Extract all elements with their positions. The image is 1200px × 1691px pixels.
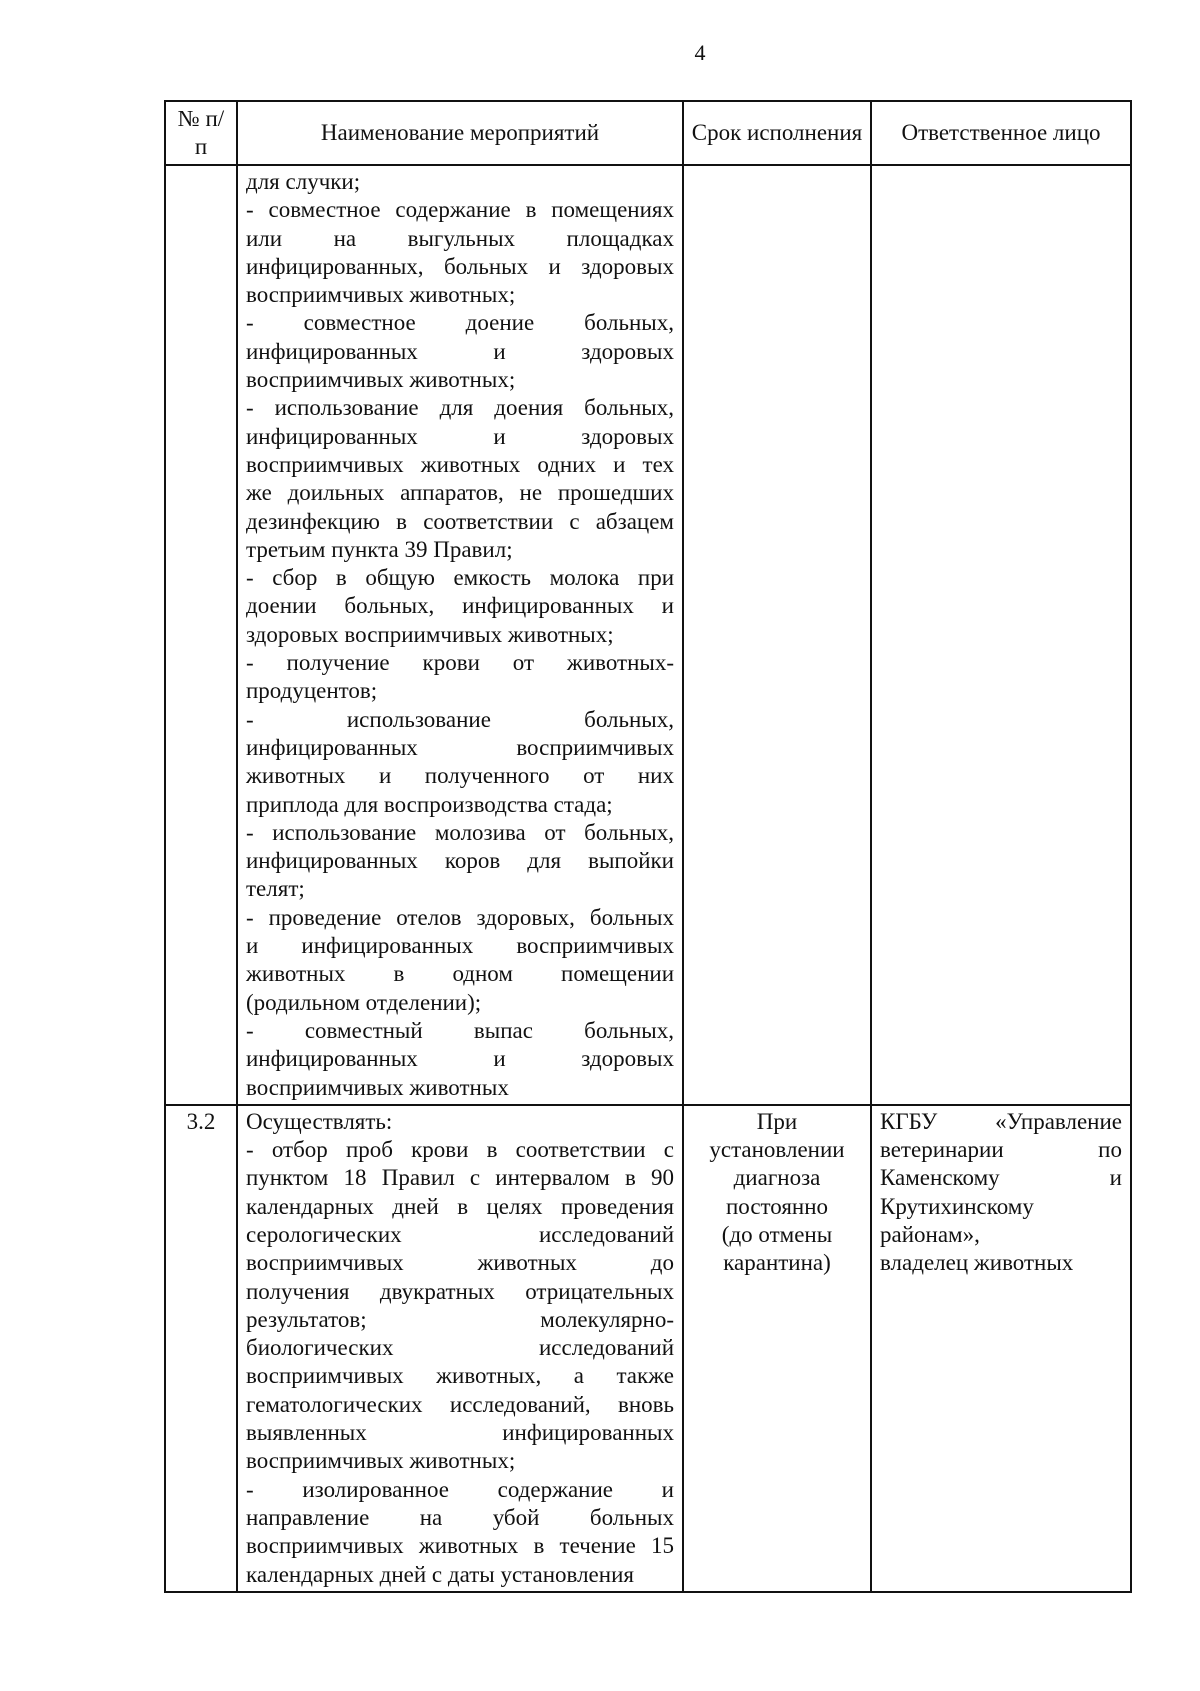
cell-text-line: карантина)	[723, 1250, 831, 1276]
cell-text-line: и инфицированных восприимчивых	[246, 933, 674, 959]
table-header-row	[165, 101, 1131, 165]
cell-text-line: доении больных, инфицированных и	[246, 593, 674, 619]
cell-text-line: восприимчивых животных;	[246, 1448, 516, 1474]
header-responsible-label: Ответственное лицо	[901, 120, 1101, 145]
cell-text-line: выявленных инфицированных	[246, 1420, 674, 1446]
cell-text-line: восприимчивых животных одних и тех	[246, 451, 674, 477]
cell-text-line: для случки;	[246, 169, 361, 194]
cell-text-line: календарных дней с даты установления	[246, 1561, 634, 1587]
cell-text-line: дезинфекцию в соответствии с абзацем	[246, 508, 674, 534]
header-term	[683, 101, 871, 165]
cell-text-line: восприимчивых животных в течение 15	[246, 1533, 674, 1559]
cell-text-line: Каменскому и	[880, 1165, 1122, 1191]
cell-text-line: - использование молозива от больных,	[246, 819, 674, 845]
cell-text-line: гематологических исследований, вновь	[246, 1391, 674, 1417]
header-responsible	[871, 101, 1131, 165]
cell-text-line: инфицированных коров для выпойки	[246, 848, 674, 874]
measures-table	[164, 100, 1132, 1593]
cell-text-line: животных и полученного от них	[246, 763, 674, 789]
cell-text-line: - изолированное содержание и	[246, 1476, 674, 1502]
header-num-label: № п/п	[177, 106, 225, 159]
row-term-cell	[683, 165, 871, 1105]
cell-text-line: - получение крови от животных-	[246, 650, 674, 676]
cell-text-line: восприимчивых животных, а также	[246, 1363, 674, 1389]
cell-text-line: же доильных аппаратов, не прошедших	[246, 480, 674, 506]
cell-text-line: результатов; молекулярно-	[246, 1306, 674, 1332]
cell-text-line: пунктом 18 Правил с интервалом в 90	[246, 1165, 674, 1191]
row-num-cell	[165, 165, 237, 1105]
cell-text-line: - использование больных,	[246, 706, 674, 732]
cell-text-line: (родильном отделении);	[246, 989, 482, 1015]
cell-text-line: КГБУ «Управление	[880, 1108, 1122, 1134]
cell-text-line: третьим пункта 39 Правил;	[246, 536, 513, 562]
cell-text-line: восприимчивых животных до	[246, 1250, 674, 1276]
cell-text-line: телят;	[246, 876, 305, 902]
page-number: 4	[694, 40, 706, 65]
cell-text-line: приплода для воспроизводства стада;	[246, 791, 613, 817]
row-num-cell: 3.2	[165, 1105, 237, 1592]
cell-text-line: установлении	[709, 1137, 845, 1163]
row-term-cell	[683, 1105, 871, 1592]
row-responsible-cell	[871, 1105, 1131, 1592]
cell-text-line: инфицированных, больных и здоровых	[246, 253, 674, 279]
cell-text-line: здоровых восприимчивых животных;	[246, 621, 614, 647]
cell-text-line: - проведение отелов здоровых, больных	[246, 904, 674, 930]
cell-text-line: восприимчивых животных;	[246, 367, 516, 393]
row-measures-cell	[237, 165, 683, 1105]
cell-text-line: - сбор в общую емкость молока при	[246, 565, 674, 591]
cell-text-line: или на выгульных площадках	[246, 225, 674, 251]
cell-text-line: инфицированных и здоровых	[246, 1046, 674, 1072]
cell-text-line: - совместное содержание в помещениях	[246, 197, 674, 223]
cell-text-line: диагноза	[733, 1165, 821, 1191]
cell-text-line: При	[756, 1108, 798, 1134]
header-term-label: Срок исполнения	[691, 120, 863, 145]
cell-text-line: инфицированных и здоровых	[246, 338, 674, 364]
table-row	[165, 165, 1131, 1105]
header-num	[165, 101, 237, 165]
cell-text-line: календарных дней в целях проведения	[246, 1193, 674, 1219]
cell-text-line: направление на убой больных	[246, 1504, 674, 1530]
cell-text-line: животных в одном помещении	[246, 961, 674, 987]
cell-text-line: владелец животных	[880, 1250, 1074, 1276]
cell-text-line: ветеринарии по	[880, 1137, 1122, 1163]
cell-text-line: инфицированных и здоровых	[246, 423, 674, 449]
cell-text-line: восприимчивых животных;	[246, 282, 516, 308]
cell-text-line: - использование для доения больных,	[246, 395, 674, 421]
cell-text-line: инфицированных восприимчивых	[246, 734, 674, 760]
cell-text-line: районам»,	[880, 1221, 980, 1247]
cell-text-line: (до отмены	[721, 1221, 833, 1247]
cell-text-line: восприимчивых животных	[246, 1074, 509, 1100]
row-responsible-cell	[871, 165, 1131, 1105]
header-name-label: Наименование мероприятий	[320, 120, 600, 145]
cell-text-line: биологических исследований	[246, 1335, 674, 1361]
cell-text-line: - совместный выпас больных,	[246, 1017, 674, 1043]
cell-text-line: постоянно	[725, 1193, 829, 1219]
cell-text-line: Крутихинскому	[880, 1193, 1034, 1219]
cell-text-line: получения двукратных отрицательных	[246, 1278, 674, 1304]
cell-text-line: продуцентов;	[246, 678, 378, 704]
cell-text-line: Осуществлять:	[246, 1108, 393, 1134]
row-measures-cell	[237, 1105, 683, 1592]
cell-text-line: серологических исследований	[246, 1221, 674, 1247]
table-row	[165, 1105, 1131, 1592]
cell-text-line: - совместное доение больных,	[246, 310, 674, 336]
header-name	[237, 101, 683, 165]
cell-text-line: - отбор проб крови в соответствии с	[246, 1137, 674, 1163]
